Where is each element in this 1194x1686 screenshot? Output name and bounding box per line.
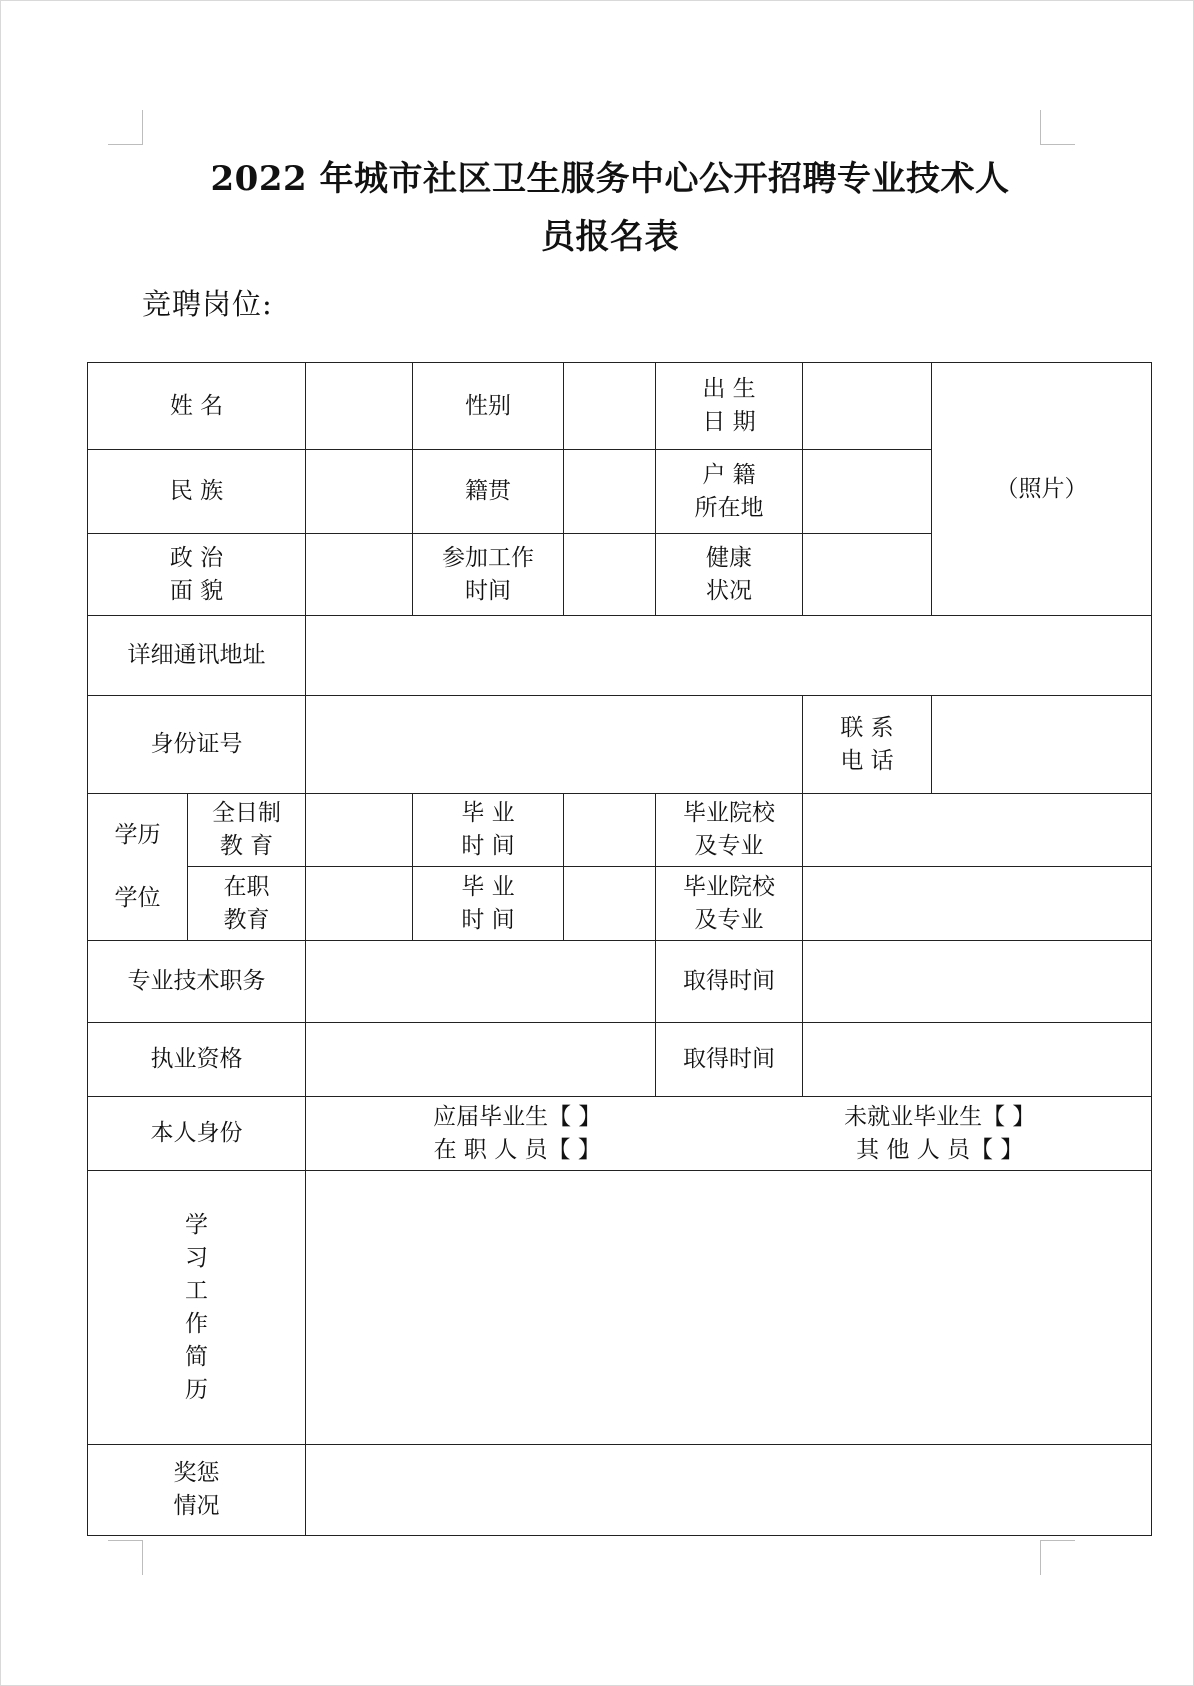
- label-gender: 性别: [413, 363, 564, 450]
- label-awards: [88, 1445, 306, 1536]
- field-qual-obtain-time[interactable]: [803, 1023, 1152, 1097]
- field-inservice-school[interactable]: [803, 867, 1152, 941]
- label-hukou-line-2: 所在地: [694, 494, 764, 521]
- label-native-place: 籍贯: [413, 450, 564, 534]
- label-grad-time-line-2: 时 间: [461, 833, 515, 859]
- identity-options: [306, 1097, 1152, 1171]
- label-inservice-education: [188, 867, 306, 941]
- label-school-line-1: 毕业院校: [683, 873, 775, 900]
- label-degree: 学位: [114, 885, 161, 911]
- field-address[interactable]: [306, 616, 1152, 696]
- title-line-2: 员报名表: [541, 217, 679, 257]
- label-resume-char: 简: [185, 1343, 208, 1370]
- label-fulltime-grad-time: [413, 794, 564, 867]
- label-grad-time-line-2: 时 间: [461, 906, 515, 933]
- label-inservice-school: [656, 867, 803, 941]
- label-ethnicity: 民 族: [88, 450, 306, 534]
- position-label: 竞聘岗位:: [142, 287, 273, 321]
- label-qual-obtain-time: 取得时间: [656, 1023, 803, 1097]
- label-birth-line-2: 日 期: [702, 409, 756, 435]
- label-resume-char: 作: [185, 1310, 208, 1337]
- field-tech-title[interactable]: [306, 941, 656, 1023]
- label-identity: 本人身份: [88, 1097, 306, 1171]
- field-fulltime-school[interactable]: [803, 794, 1152, 867]
- label-grad-time-line-1: 毕 业: [461, 873, 515, 900]
- label-awards-line-2: 情况: [173, 1493, 220, 1519]
- label-id-number: 身份证号: [88, 696, 306, 794]
- label-fulltime-line-1: 全日制: [212, 800, 281, 826]
- document-title: [180, 150, 1040, 266]
- label-practice-qualification: 执业资格: [88, 1023, 306, 1097]
- label-political-status: [88, 534, 306, 616]
- label-inservice-grad-time: [413, 867, 564, 941]
- identity-option-employed[interactable]: 在 职 人 员【 】: [433, 1136, 601, 1163]
- photo-box[interactable]: （照片）: [932, 363, 1152, 616]
- field-health[interactable]: [803, 534, 932, 616]
- label-hukou: [656, 450, 803, 534]
- label-fulltime-line-2: 教 育: [219, 833, 274, 859]
- label-fulltime-education: [188, 794, 306, 867]
- label-political-line-2: 面 貌: [169, 577, 224, 604]
- label-education-degree: [88, 794, 188, 941]
- crop-mark-top-left: [108, 110, 143, 145]
- field-gender[interactable]: [564, 363, 656, 450]
- field-fulltime-grad-time[interactable]: [564, 794, 656, 867]
- label-fulltime-school: [656, 794, 803, 867]
- field-id-number[interactable]: [306, 696, 803, 794]
- label-education: 学历: [114, 822, 161, 848]
- label-resume-char: 工: [185, 1277, 208, 1304]
- label-work-start-line-1: 参加工作: [442, 544, 534, 571]
- field-inservice-education[interactable]: [306, 867, 413, 941]
- label-phone-line-2: 电 话: [840, 747, 894, 774]
- label-phone: [803, 696, 932, 794]
- label-tech-obtain-time: 取得时间: [656, 941, 803, 1023]
- label-school-line-1: 毕业院校: [683, 800, 775, 826]
- field-tech-obtain-time[interactable]: [803, 941, 1152, 1023]
- field-political-status[interactable]: [306, 534, 413, 616]
- title-line-1: 2022 年城市社区卫生服务中心公开招聘专业技术人: [210, 159, 1010, 199]
- identity-option-unemployed-graduate[interactable]: 未就业毕业生【 】: [844, 1103, 1036, 1130]
- identity-option-fresh-graduate[interactable]: 应届毕业生【 】: [433, 1103, 602, 1130]
- field-fulltime-education[interactable]: [306, 794, 413, 867]
- label-grad-time-line-1: 毕 业: [461, 800, 515, 826]
- label-phone-line-1: 联 系: [840, 714, 894, 741]
- label-resume-char: 习: [185, 1244, 208, 1271]
- label-work-start: [413, 534, 564, 616]
- field-work-start[interactable]: [564, 534, 656, 616]
- label-address: 详细通讯地址: [88, 616, 306, 696]
- field-resume[interactable]: [306, 1171, 1152, 1445]
- field-practice-qualification[interactable]: [306, 1023, 656, 1097]
- registration-form-table: [87, 362, 1152, 1536]
- label-hukou-line-1: 户 籍: [702, 461, 756, 488]
- label-school-line-2: 及专业: [694, 833, 764, 859]
- label-work-start-line-2: 时间: [465, 577, 511, 604]
- label-name: 姓 名: [88, 363, 306, 450]
- label-resume: [88, 1171, 306, 1445]
- label-health-line-1: 健康: [706, 544, 752, 571]
- label-birth-line-1: 出 生: [702, 376, 756, 402]
- field-inservice-grad-time[interactable]: [564, 867, 656, 941]
- label-tech-title: 专业技术职务: [88, 941, 306, 1023]
- label-resume-char: 学: [185, 1211, 208, 1238]
- label-birth-date: [656, 363, 803, 450]
- label-inservice-line-1: 在职: [223, 873, 270, 900]
- label-school-line-2: 及专业: [694, 906, 764, 933]
- label-awards-line-1: 奖惩: [173, 1460, 220, 1486]
- label-inservice-line-2: 教育: [223, 906, 270, 933]
- label-political-line-1: 政 治: [169, 544, 224, 571]
- field-native-place[interactable]: [564, 450, 656, 534]
- field-phone[interactable]: [932, 696, 1152, 794]
- crop-mark-bottom-right: [1040, 1540, 1075, 1575]
- crop-mark-bottom-left: [108, 1540, 143, 1575]
- label-health: [656, 534, 803, 616]
- identity-options-grid: [306, 1101, 1151, 1167]
- identity-option-other[interactable]: 其 他 人 员【 】: [856, 1136, 1024, 1163]
- field-awards[interactable]: [306, 1445, 1152, 1536]
- field-hukou[interactable]: [803, 450, 932, 534]
- label-resume-char: 历: [185, 1376, 208, 1403]
- field-ethnicity[interactable]: [306, 450, 413, 534]
- field-birth-date[interactable]: [803, 363, 932, 450]
- label-health-line-2: 状况: [706, 577, 752, 604]
- crop-mark-top-right: [1040, 110, 1075, 145]
- field-name[interactable]: [306, 363, 413, 450]
